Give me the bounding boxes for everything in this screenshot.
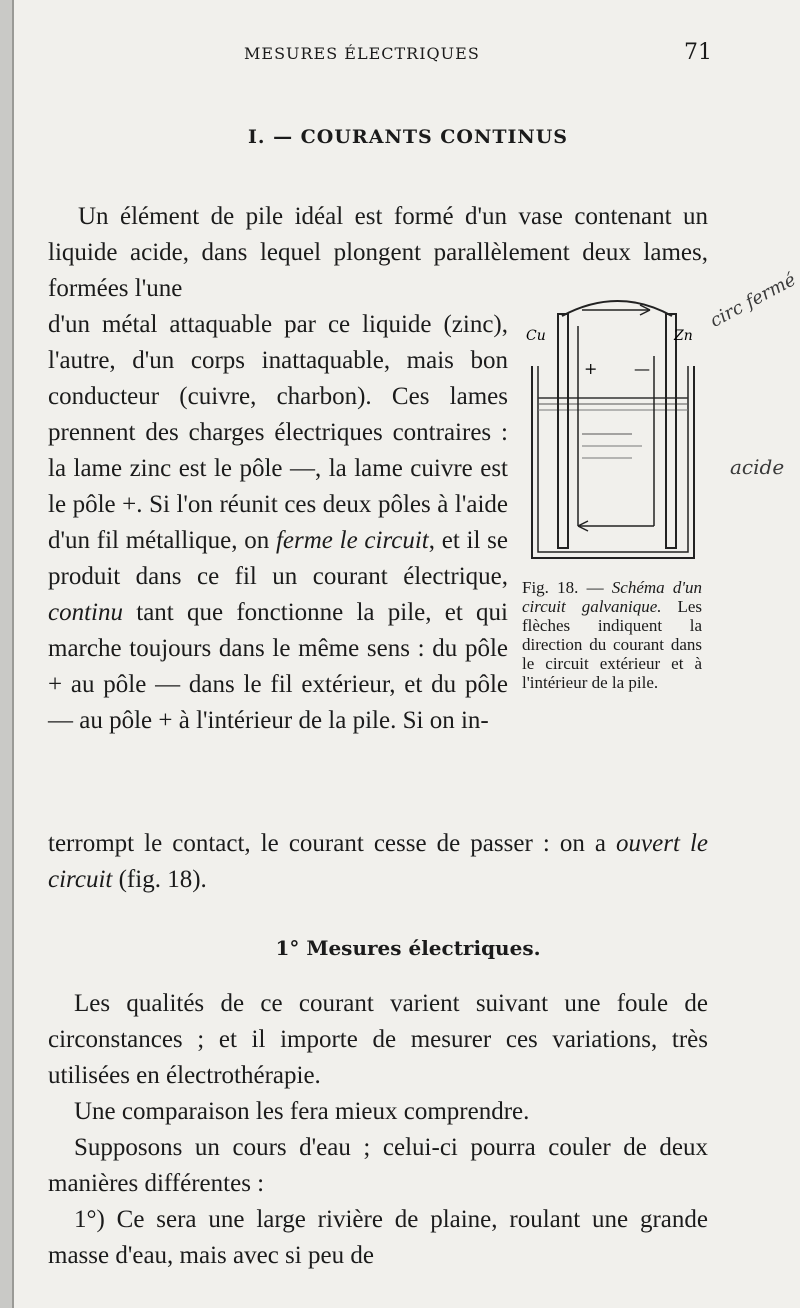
galvanic-cell-diagram xyxy=(522,296,702,566)
label-zn: Zn xyxy=(674,328,693,344)
wrapped-text-2: , et il se produit dans ce fil un courant électrique, xyxy=(48,527,508,590)
wrapped-paragraph xyxy=(48,307,508,739)
intro-text: Un élément de pile idéal est formé d'un vase contenant un liquide acide, dans lequel plongent parallèlement deux lames, formées l'une xyxy=(48,203,708,302)
handwritten-note: circ fermé xyxy=(706,269,800,332)
paragraph: 1°) Ce sera une large rivière de plaine, roulant une grande masse d'eau, mais avec si peu de xyxy=(48,1206,708,1269)
running-header: MESURES ÉLECTRIQUES xyxy=(244,44,480,63)
caption-lead: Fig. 18. — xyxy=(522,578,604,597)
emphasis-ouvert: ouvert le circuit xyxy=(48,830,708,893)
paragraph: Une comparaison les fera mieux comprendre. xyxy=(74,1098,530,1125)
handwritten-note-acide: acide xyxy=(730,455,785,479)
section-title: I. — COURANTS CONTINUS xyxy=(247,126,569,148)
paragraphs xyxy=(48,986,708,1274)
paragraph: Supposons un cours d'eau ; celui-ci pourra couler de deux manières différentes : xyxy=(48,1134,708,1197)
figure-caption xyxy=(522,578,702,692)
caption-text: Les flèches indiquent la direction du courant dans le circuit extérieur et à l'intérieur de la pile. xyxy=(522,597,702,692)
figure-reference: (fig. 18). xyxy=(118,866,207,893)
label-minus: — xyxy=(634,359,650,378)
page-number: 71 xyxy=(684,40,712,65)
wrapped-text-3: tant que fonctionne la pile, et qui marche toujours dans le même sens : du pôle + au pôle — dans le fil extérieur, et du pôle — au pôle + à l'intérieur de la pile. Si on in- xyxy=(48,599,508,734)
paragraph-end xyxy=(48,826,708,898)
book-page xyxy=(12,0,800,1308)
label-plus: + xyxy=(584,359,598,378)
label-cu: Cu xyxy=(526,328,546,344)
after-wrap-text: terrompt le contact, le courant cesse de passer : on a xyxy=(48,830,606,857)
emphasis-ferme: ferme le circuit xyxy=(275,527,429,554)
paragraph: Les qualités de ce courant varient suivant une foule de circonstances ; et il importe de mesurer ces variations, très utilisées en électrothérapie. xyxy=(48,990,708,1089)
emphasis-continu: continu xyxy=(48,599,123,626)
figure-18 xyxy=(522,296,702,566)
intro-paragraph xyxy=(48,199,708,307)
wrapped-text: d'un métal attaquable par ce liquide (zinc), l'autre, d'un corps inattaquable, mais bon conducteur (cuivre, charbon). Ces lames prennent des charges électriques contraires : la lame zinc est le pôle —, la lame cuivre est le pôle +. Si l'on réunit ces deux pôles à l'aide d'un fil métallique, on xyxy=(48,311,508,554)
caption-title: Schéma d'un circuit galvanique. xyxy=(522,578,702,616)
subsection-title: 1° Mesures électriques. xyxy=(275,936,541,960)
